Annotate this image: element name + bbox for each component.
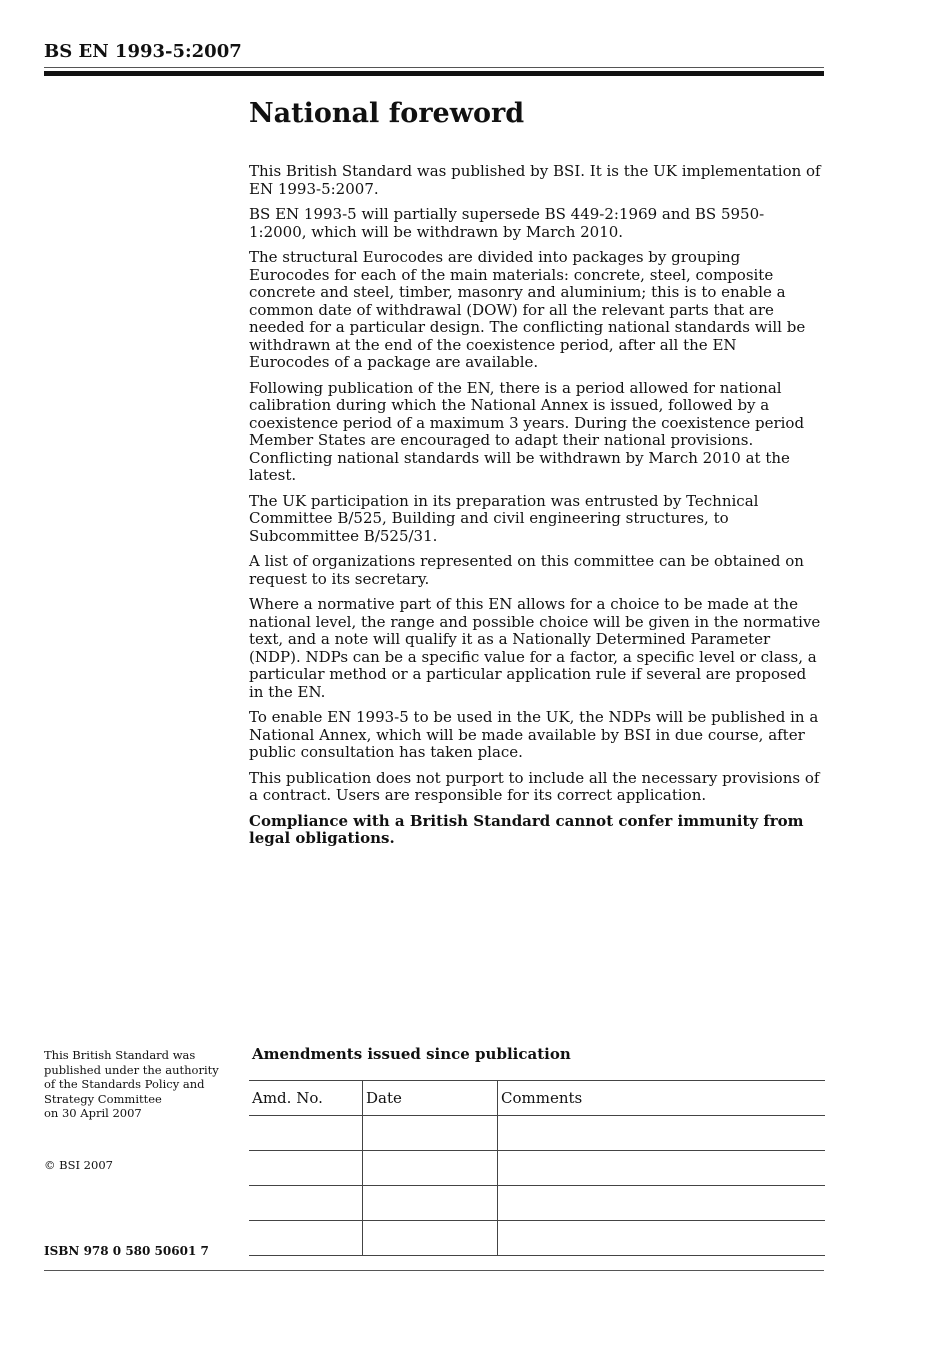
- authority-line: published under the authority: [44, 1062, 219, 1077]
- authority-line: on 30 April 2007: [44, 1106, 142, 1120]
- table-cell: [498, 1151, 826, 1186]
- table-cell: [498, 1186, 826, 1221]
- table-row: [249, 1151, 825, 1186]
- column-header-comments: Comments: [498, 1081, 826, 1116]
- header-rule-thin: [44, 67, 824, 68]
- table-cell: [363, 1151, 498, 1186]
- paragraph: Where a normative part of this EN allows for a choice to be made at the national level, the range and possible choice will be given in the normative text, and a note will qualify it as a Nationally Determined Parameter (NDP). NDPs can be a specific value for a factor, a specific level or class, a particular method or a particular application rule if several are proposed in the EN.: [249, 595, 821, 701]
- paragraph: This British Standard was published by BSI. It is the UK implementation of EN 1993-5:2007.: [249, 162, 821, 198]
- paragraph: BS EN 1993-5 will partially supersede BS 449-2:1969 and BS 5950-1:2000, which will be withdrawn by March 2010.: [249, 205, 765, 241]
- paragraph: This publication does not purport to include all the necessary provisions of a contract. Users are responsible for its correct application.: [249, 768, 820, 804]
- document-code: BS EN 1993-5:2007: [44, 41, 242, 62]
- foreword-body: [249, 163, 821, 856]
- compliance-note: Compliance with a British Standard cannot confer immunity from legal obligations.: [249, 811, 804, 847]
- table-cell: [363, 1116, 498, 1151]
- table-row: [249, 1221, 825, 1256]
- table-cell: [249, 1151, 363, 1186]
- table-header-row: [249, 1081, 825, 1116]
- authority-line: This British Standard was: [44, 1048, 196, 1062]
- column-header-amd-no: Amd. No.: [249, 1081, 363, 1116]
- column-header-date: Date: [363, 1081, 498, 1116]
- paragraph: The structural Eurocodes are divided into packages by grouping Eurocodes for each of the main materials: concrete, steel, composite concrete and steel, timber, masonry and aluminium; this is to enable a common date of withdrawal (DOW) for all the relevant parts that are needed for a particular design. The conflicting national standards will be withdrawn at the end of the coexistence period, after all the EN Eurocodes of a package are available.: [249, 248, 806, 371]
- isbn: ISBN 978 0 580 50601 7: [44, 1244, 209, 1258]
- authority-line: of the Standards Policy and: [44, 1077, 205, 1091]
- table-cell: [498, 1116, 826, 1151]
- amendments-table: [249, 1080, 825, 1256]
- table-cell: [249, 1116, 363, 1151]
- table-cell: [249, 1221, 363, 1256]
- paragraph: To enable EN 1993-5 to be used in the UK, the NDPs will be published in a National Annex, which will be made available by BSI in due course, after public consultation has taken place.: [249, 708, 819, 761]
- table-cell: [249, 1186, 363, 1221]
- publication-authority: [44, 1048, 219, 1121]
- table-cell: [498, 1221, 826, 1256]
- table-row: [249, 1186, 825, 1221]
- paragraph: Following publication of the EN, there is a period allowed for national calibration during which the National Annex is issued, followed by a coexistence period of a maximum 3 years. During the coexistence period Member States are encouraged to adapt their national provisions. Conflicting national standards will be withdrawn by March 2010 at the latest.: [249, 378, 805, 484]
- table-cell: [363, 1186, 498, 1221]
- copyright: © BSI 2007: [44, 1158, 113, 1172]
- page-title: National foreword: [249, 98, 525, 129]
- header-rule-thick: [44, 71, 824, 76]
- paragraph: A list of organizations represented on this committee can be obtained on request to its secretary.: [249, 552, 804, 588]
- footer-rule: [44, 1270, 824, 1271]
- table-row: [249, 1116, 825, 1151]
- amendments-heading: Amendments issued since publication: [252, 1045, 571, 1063]
- paragraph: The UK participation in its preparation was entrusted by Technical Committee B/525, Building and civil engineering structures, to Subcommittee B/525/31.: [249, 491, 759, 545]
- authority-line: Strategy Committee: [44, 1091, 162, 1106]
- table-cell: [363, 1221, 498, 1256]
